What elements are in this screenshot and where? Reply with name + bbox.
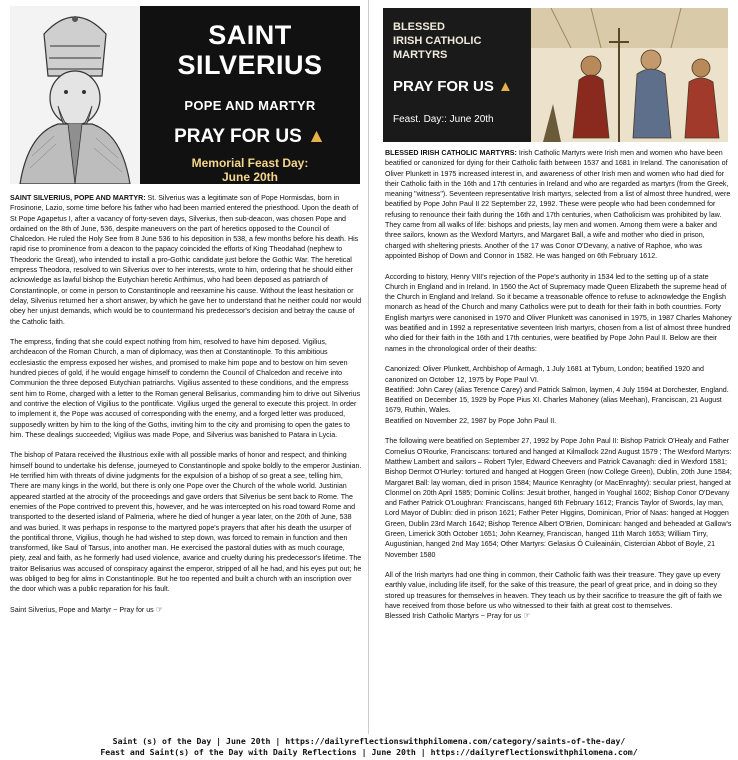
article-closing [10,605,362,615]
left-column [0,0,369,734]
beatified-line: Beatified on November 22, 1987 by Pope John Paul II. [385,416,557,425]
footer-line1: Saint (s) of the Day | June 20th | https://dailyreflectionswithphilomena.com/category/saints-of-the-day/ [112,736,626,746]
martyrs-engraving-image [531,8,728,142]
banner-title [140,20,360,80]
article-paragraph: The empress, finding that she could expect nothing from him, resolved to have him deposed. Vigilius, archdeacon of the Roman Church, a man of diplomacy, was then at Constantinople. To this ambitious ecclesiastic the empress exposed her wishes, and promised to make him pope and to bestow on him seven hundred pieces of gold, if he would engage himself to condemn the Council of Chalcedon and receive into Communion the three deposed Eutychian patriarchs. Vigilius assented to these conditions, and the empress sent him to Rome, charged with a letter to the Roman general Belisarius, commanding him to drive out Silverius and contrive the election of Vigilius to the pontificate. Vigilius urged the general to execute this project. In order to implement it, the Pope was accused of corresponding with the enemy, and a forged letter was produced, supposedly written by him to the king of the Goths, inviting him to the city and promising to open the gates to him. These dealings succeeded; Vigilius was made Pope, and Silverius was banished to Patara in Lycia. [10,338,361,439]
right-column [371,0,738,734]
praying-hands-icon: ☞ [523,611,531,621]
article-paragraph [385,364,732,426]
page-footer [0,734,738,760]
article-paragraph: The following were beatified on September 27, 1992 by Pope John Paul II: Bishop Patrick O'Healy and Father Cornelius O'Rourke, Franciscans: tortured and hanged at Kilmallock 22nd August 1579 ; The Wexford Martyrs: Matthew Lambert and sailors – Robert Tyler, Edward Cheevers and Patrick Cavanagh: died in Wexford 1581; Bishop Dermot O'Hurley: tortured and hanged at Hoggen Green (now College Green), Dublin, 20th June 1584; Margaret Ball: lay woman, died in prison 1584; Maurice Kenraghty (or MacEnraghty): secular priest, hanged at Clonmel on 20th April 1585; Dominic Collins: Jesuit brother, hanged in Youghal 1602; Bishop Conor O'Devany and Father Patrick O'Loughran: Franciscans, hanged 6th February 1612; Francis Taylor of Swords, lay man, Lord Mayor of Dublin: died in prison 1621; Father Peter Higgins, Dominican, Prior of Naas: hanged at Hoggen Green, Dublin 23rd March 1642; Bishop Terence Albert O'Brien, Dominican: hanged and beheaded at Gallow's Green, Limerick 30th October 1651; John Kearney, Franciscan, hanged 11th March 1653; William Tirry, Augustinian, hanged 2nd May 1654; Other Martyrs: Gelasius Ó Cuileaináin, Cistercian Abbot of Boyle, 21 November 1580 [385,437,732,559]
banner-title-line1: BLESSED [393,21,445,33]
beatified-line: Beatified: John Carey (alias Terence Carey) and Patrick Salmon, laymen, 4 July 1594 at Dorchester, England. Beatified on December 15, 1929 by Pope Pius XI. Charles Mahoney (alias Meehan), Franciscan, 21 August 1679, Ruthin, Wales. [385,385,729,415]
banner-feast-line2: June 20th [221,170,278,184]
article-paragraph: According to history, Henry VIII's rejection of the Pope's authority in 1534 led to the setting up of a state Church in England and in Ireland. In 1560 the Act of Supremacy made Queen Elizabeth the supreme head of the Church in England and Ireland. So it became a treasonable offence to refuse to acknowledge the English monarch as head of the Church and many Catholics were put to death for their faith in both countries. Forty English martyrs were canonised in 1970 and Oliver Plunkett was canonised in 1975, in 1987 Charles Mahoney was beatified and in 1992 a representative seventeen Irish martyrs, chosen from a list of almost three hundred who died for their faith in the 16th and 17th centuries, were beatified by Pope John Paul II. Below are their names in the chronological order of their deaths: [385,272,732,353]
praying-hands-icon: ▲ [498,78,513,95]
banner-text-area [140,6,360,184]
banner-feast-line1: Memorial Feast Day: [191,156,309,170]
article-heading: BLESSED IRISH CATHOLIC MARTYRS: [385,149,517,157]
article-heading: SAINT SILVERIUS, POPE AND MARTYR: [10,194,146,202]
banner-title [393,20,481,62]
banner-feast-day: Feast. Day:: June 20th [393,114,494,125]
canonized-line: Canonized: Oliver Plunkett, Archbishop of Armagh, 1 July 1681 at Tyburn, London; beatified 1920 and canonized on October 12, 1975 by Pope Paul VI. [385,365,704,384]
saint-silverius-banner [10,6,360,184]
banner-title-line3: MARTYRS [393,49,448,61]
article-paragraph-text: All of the Irish martyrs had one thing in common, their Catholic faith was their treasure. They gave up every earthly value, including life itself, for the sake of this treasure, the pearl of great price, and in doing so they stored up treasures for themselves in heaven. They teach us by their sacrifice to treasure the gift of faith we have received from those before us who witnessed to their faith at great cost to themselves. [385,571,722,611]
banner-feast-day [140,156,360,184]
pope-portrait-image [10,6,140,184]
banner-pray-for-us [140,126,360,148]
banner-pray-text: PRAY FOR US [174,126,302,147]
article-paragraph [385,570,732,621]
pope-portrait-drawing [10,6,140,184]
footer-line2: Feast and Saint(s) of the Day with Daily Reflections | June 20th | https://dailyreflectionswithphilomena.com/ [100,747,638,757]
martyrs-engraving-drawing [531,8,728,142]
banner-title-line2: IRISH CATHOLIC [393,35,482,47]
praying-hands-icon: ▲ [307,126,326,147]
closing-text: Blessed Irish Catholic Martyrs ~ Pray for us [385,612,522,621]
silverius-article [10,193,362,625]
banner-text-area [383,8,531,142]
article-paragraph-text: Irish Catholic Martyrs were Irish men and women who have been beatified or canonized for dying for their Catholic faith between 1537 and 1681 in Ireland. The canonisation of Oliver Plunkett in 1975 increased interest in, and awareness of other Irish men and women who had died for their Catholic faith in the 16th and 17th centuries in Ireland and who are regarded as martyrs (from the Greek, meaning "witness"). Seventeen representative Irish martyrs, selected from a list of almost three hundred, were beatified by Pope John Paul II 22 September 22, 1992. These were people who had been condemned for refusing to renounce their faith during the 16th and 17th centuries, when Catholicism was prohibited by law. They came from all walks of life: bishops and priests, lay men and women. Among them were a baker and three sailors, known as the Wexford Martyrs, and Margaret Ball, a wife and mother who died in prison, charged with sheltering priests. Another of the 17 was Conor O'Devany, a native of Raphoe, who was appointed Bishop of Down and Connor in 1582. He was hanged on 6th February 1612. [385,149,731,260]
banner-title-line1: SAINT [208,20,292,50]
banner-pray-text: PRAY FOR US [393,78,494,95]
banner-title-line2: SILVERIUS [177,50,323,80]
banner-subtitle: POPE AND MARTYR [184,98,316,113]
article-paragraph [10,193,362,327]
praying-hands-icon: ☞ [155,604,163,614]
closing-text: Saint Silverius, Pope and Martyr ~ Pray for us [10,605,154,614]
article-paragraph-text: St. Silverius was a legitimate son of Pope Hormisdas, born in Frosinone, Lazio, some time before his father who had been married entered the priesthood. Upon the death of St Pope Agapetus I, after a vacancy of forty-seven days, Silverius, then sub-deacon, was chosen Pope and ordained on the 8th of June, 536, despite maneuvers on the part of heretics opposed to the Council of Chalcedon. He ruled the Holy See from 8 June 536 to his deposition in 538, a few months before his death. His rapid rise to prominence from a deacon to the papacy coincided the efforts of King Theodahad (nephew to Theodoric the Great), who intended to install a pro-Gothic candidate just before the Gothic War. The heretical empress Theodora, resolved to win Silverius over to her interests, wrote to him, ordering that he should either acknowledge as lawful bishop the Eutychian heretic Anthimus, who had been deposed as patriarch of Constantinople, or come in person to Constantinople and reexamine his cause. Without the least hesitation or delay, Silverius returned her a short answer, by which he gave her to understand that he neither could nor would obey her unjust demands, which would be to countermand his predecessor's decision and betray the cause of the Catholic faith. [10,194,362,326]
irish-martyrs-article [385,148,732,632]
article-paragraph [385,148,732,261]
article-paragraph: The bishop of Patara received the illustrious exile with all possible marks of honor and respect, and thinking himself bound to undertake his defense, journeyed to Constantinople and spoke boldly to the emperor Justinian. He terrified him with threats of divine judgments for the expulsion of a bishop of so great a see, telling him, There are many kings in the world, but there is only one Pope over the Church of the whole world. Justinian appeared startled at the atrocity of the proceedings and gave orders that Silverius be sent back to Rome. The enemies of the Pope contrived to prevent this, however, and he was intercepted on his road toward Rome and transported to the deserted island of Palmeria, where he died of hunger a year later, on the 20th of June, 538 and was buried. It was perhaps in response to the martyred pope's prayers that after his death the usurper of the pontifical throne, Vigilius, though he had wished to step down, was forced to remain in function and then transformed, like Saul of Tarsus, into another man. He exercised the pastoral duties with as much courage, piety, zeal and faith, as he formerly had used violence, avarice and cruelty during his predecessor's lifetime. The traitor Belisarius was accused of conspiracy against the emperor, stripped of all he had, and his eyes put out; he was obliged to beg for alms in Constantinople. But he too repented and built a church with an inscription over the door which was a public reparation for his fault. [10,451,362,594]
banner-pray-for-us [393,78,513,95]
irish-martyrs-banner [383,8,728,142]
